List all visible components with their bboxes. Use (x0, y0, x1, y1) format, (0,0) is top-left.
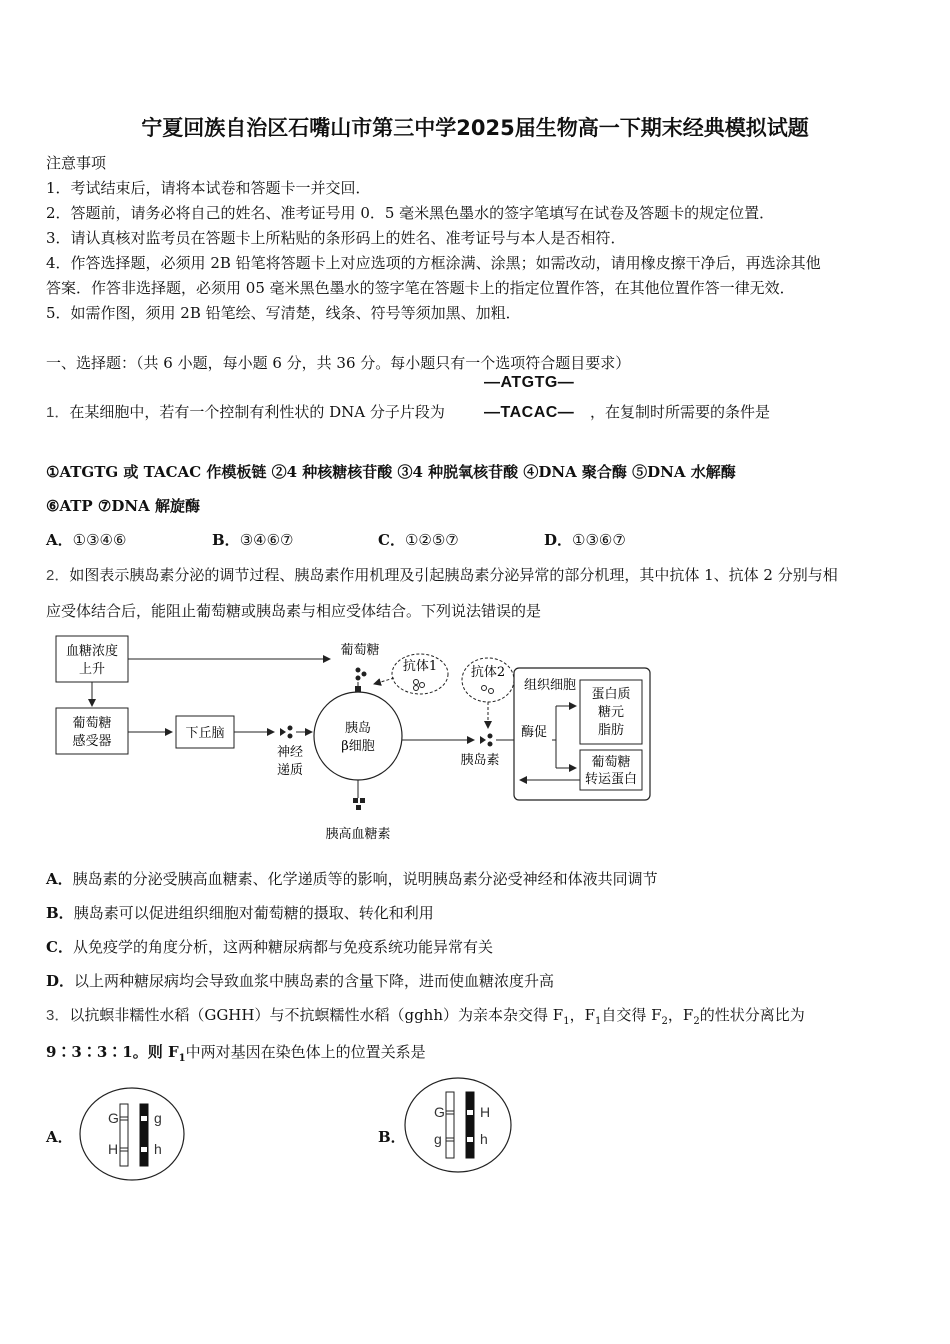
notice-item-5: 5．如需作图，须用 2B 铅笔绘、写清楚，线条、符号等须加黑、加粗． (46, 304, 521, 322)
allele-h: h (154, 1141, 162, 1157)
q3-stem-line2: 9∶3∶3∶1。则 $F_1$中两对基因在染色体上的位置关系是 (46, 1043, 426, 1064)
q2-line1-text: 如图表示胰岛素分泌的调节过程、胰岛素作用机理及引起胰岛素分泌异常的部分机理，其中抗体 1、抗体 2 分别与相 (69, 566, 838, 584)
product-label-2: 糖元 (597, 705, 625, 720)
receptor-label-1: 葡萄糖 (72, 716, 112, 731)
allele-G: G (434, 1104, 445, 1120)
q3-option-b-chromosome[interactable] (402, 1074, 514, 1176)
q3-option-b-label[interactable]: B． (378, 1128, 406, 1146)
chromosome-white (446, 1092, 454, 1158)
transporter-label-2: 转运蛋白 (584, 772, 638, 787)
insulin-label: 胰岛素 (460, 753, 500, 768)
notice-item-4-cont: 答案．作答非选择题，必须用 05 毫米黑色墨水的签字笔在答题卡上的指定位置作答，在其他位置作答一律无效． (46, 279, 795, 297)
q1-text-after: ，在复制时所需要的条件是 (590, 403, 771, 421)
q2-option-c[interactable]: C．从免疫学的角度分析，这两种糖尿病都与免疫系统功能异常有关 (46, 938, 493, 956)
hypothalamus-label: 下丘脑 (185, 726, 225, 741)
q3-stem-line1: 3．以抗螟非糯性水稻（GGHH）与不抗螟糯性水稻（gghh）为亲本杂交得 $F_1$，$F_1$自交得 $F_2$，$F_2$的性状分离比为 (46, 1006, 805, 1027)
glucose-receptor-icon (355, 686, 361, 692)
neuro-label-2: 递质 (276, 763, 304, 778)
chromosome-black (466, 1092, 474, 1158)
enzyme-label: 酶促 (520, 725, 548, 740)
antibody2-label: 抗体2 (470, 665, 506, 680)
q1-option-b[interactable]: B．③④⑥⑦ (212, 531, 294, 549)
allele-H: H (108, 1141, 119, 1157)
q1-text-before: 在某细胞中，若有一个控制有利性状的 DNA 分子片段为 (69, 403, 445, 421)
antibody1-label: 抗体1 (402, 659, 438, 674)
q1-conditions-2: ⑥ATP ⑦DNA 解旋酶 (46, 497, 200, 515)
chromosome-black (140, 1104, 148, 1166)
q1-option-d[interactable]: D．①③⑥⑦ (544, 531, 626, 549)
islet-label-2: β细胞 (341, 739, 375, 754)
notice-item-4: 4．作答选择题，必须用 2B 铅笔将答题卡上对应选项的方框涂满、涂黑；如需改动，请用橡皮擦干净后，再选涂其他 (46, 254, 821, 272)
q2-number: 2． (46, 567, 70, 584)
insulin-icon (480, 734, 493, 747)
glucagon-icon (353, 798, 365, 810)
notice-item-3: 3．请认真核对监考员在答题卡上所粘贴的条形码上的姓名、准考证号与本人是否相符． (46, 229, 626, 247)
allele-h: h (480, 1131, 488, 1147)
glucagon-label: 胰高血糖素 (325, 827, 391, 842)
notice-item-1: 1．考试结束后，请将本试卷和答题卡一并交回． (46, 179, 371, 197)
blood-sugar-label-1: 血糖浓度 (65, 644, 119, 659)
product-label-1: 蛋白质 (591, 687, 631, 702)
islet-label-1: 胰岛 (344, 721, 372, 736)
q3-option-a-chromosome[interactable] (78, 1084, 188, 1184)
q2-option-a[interactable]: A．胰岛素的分泌受胰高血糖素、化学递质等的影响，说明胰岛素分泌受神经和体液共同调节 (46, 870, 658, 888)
q3-number: 3． (46, 1007, 70, 1024)
neurotransmitter-icon (280, 726, 293, 739)
q2-option-b[interactable]: B．胰岛素可以促进组织细胞对葡萄糖的摄取、转化和利用 (46, 904, 434, 922)
cell-outline (80, 1088, 184, 1180)
notice-item-2: 2．答题前，请务必将自己的姓名、准考证号用 0．5 毫米黑色墨水的签字笔填写在试卷及答题卡的规定位置． (46, 204, 775, 222)
q3-option-a-label[interactable]: A． (46, 1128, 73, 1146)
q1-number: 1． (46, 404, 70, 421)
q1-conditions-1: ①ATGTG 或 TACAC 作模板链 ②4 种核糖核苷酸 ③4 种脱氧核苷酸 ④DNA 聚合酶 ⑤DNA 水解酶 (46, 463, 736, 481)
receptor-label-2: 感受器 (72, 734, 112, 749)
allele-G: G (108, 1110, 119, 1126)
q1-option-a[interactable]: A．①③④⑥ (46, 531, 127, 549)
neuro-label-1: 神经 (276, 745, 304, 760)
product-label-3: 脂肪 (597, 723, 625, 738)
allele-g: g (154, 1110, 162, 1126)
dna-top-strand: —ATGTG— (484, 374, 575, 391)
islet-beta-cell (314, 692, 402, 780)
antibody1-arrow (374, 678, 394, 684)
allele-H: H (480, 1104, 491, 1120)
chromosome-white (120, 1104, 128, 1166)
section-heading: 一、选择题：（共 6 小题，每小题 6 分，共 36 分。每小题只有一个选项符合题目要求） (46, 354, 631, 372)
transporter-label-1: 葡萄糖 (591, 755, 631, 770)
q2-stem-line2: 应受体结合后，能阻止葡萄糖或胰岛素与相应受体结合。下列说法错误的是 (46, 602, 542, 620)
tissue-label: 组织细胞 (523, 678, 577, 693)
dna-bottom-strand: —TACAC— (484, 404, 575, 421)
q1-option-c[interactable]: C．①②⑤⑦ (378, 531, 459, 549)
page-title: 宁夏回族自治区石嘴山市第三中学2025届生物高一下期末经典模拟试题 (141, 116, 809, 140)
q2-stem-line1 (46, 564, 838, 585)
notice-heading: 注意事项 (46, 154, 107, 172)
glucose-label: 葡萄糖 (340, 643, 380, 658)
insulin-regulation-diagram (40, 628, 660, 850)
blood-sugar-label-2: 上升 (78, 662, 106, 677)
q1-stem (46, 401, 445, 422)
allele-g: g (434, 1131, 442, 1147)
q2-option-d[interactable]: D．以上两种糖尿病均会导致血浆中胰岛素的含量下降，进而使血糖浓度升高 (46, 972, 555, 990)
cell-outline (405, 1078, 511, 1172)
glucose-molecules-icon (356, 668, 367, 681)
